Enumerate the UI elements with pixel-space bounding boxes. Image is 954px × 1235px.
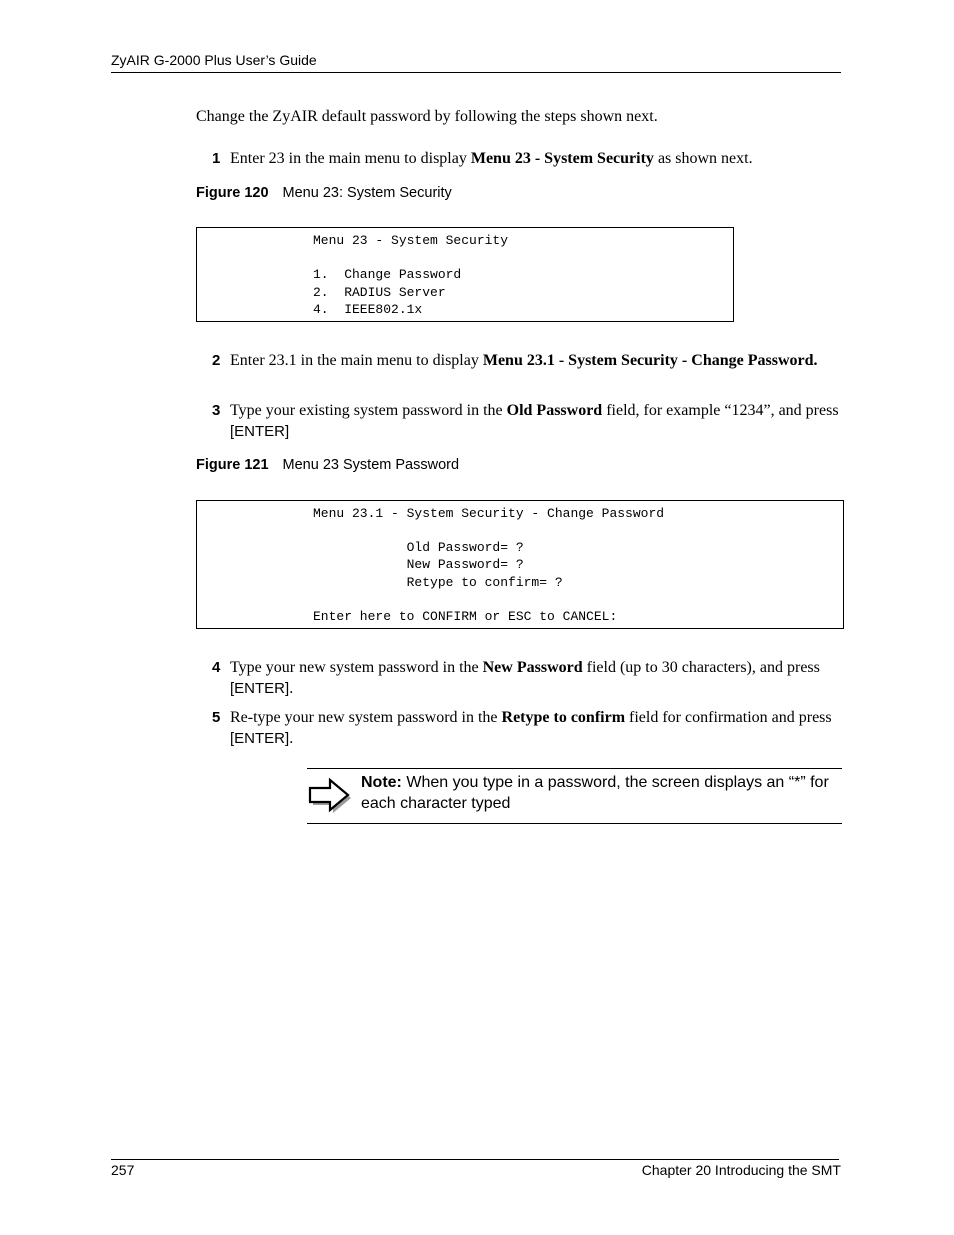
step-text: Re-type your new system password in the Retype to confirm field for confirmation and press [ENTER]. xyxy=(230,709,832,747)
figure-120-screen xyxy=(196,227,734,322)
step-text: Type your new system password in the New Password field (up to 30 characters), and press [ENTER]. xyxy=(230,659,820,697)
figure-title: Menu 23 System Password xyxy=(282,457,460,473)
step-number: 5 xyxy=(212,709,221,726)
figure-label: Figure 121 xyxy=(196,457,269,473)
screen-line: Menu 23 - System Security xyxy=(313,233,509,248)
running-header: ZyAIR G-2000 Plus User’s Guide xyxy=(111,52,317,68)
arrow-right-icon xyxy=(307,777,353,822)
screen-line: New Password= ? xyxy=(313,557,524,572)
note-box xyxy=(307,768,842,824)
intro-paragraph: Change the ZyAIR default password by following the steps shown next. xyxy=(196,108,658,125)
figure-121-caption xyxy=(196,457,459,473)
step-number: 1 xyxy=(212,150,221,167)
step-number: 2 xyxy=(212,352,221,369)
figure-title: Menu 23: System Security xyxy=(282,185,452,201)
figure-120-caption xyxy=(196,185,452,201)
screen-line: Old Password= ? xyxy=(313,540,524,555)
step-4 xyxy=(212,657,842,699)
figure-label: Figure 120 xyxy=(196,185,269,201)
chapter-title: Chapter 20 Introducing the SMT xyxy=(641,1162,841,1178)
step-number: 4 xyxy=(212,659,221,676)
step-1 xyxy=(212,148,842,169)
step-3 xyxy=(212,400,842,442)
step-2 xyxy=(212,350,842,371)
step-5 xyxy=(212,707,842,749)
screen-line: 4. IEEE802.1x xyxy=(313,302,423,317)
step-text: Type your existing system password in the Old Password field, for example “1234”, and press [ENTER] xyxy=(230,402,839,440)
figure-121-screen xyxy=(196,500,844,629)
step-number: 3 xyxy=(212,402,221,419)
screen-line: Enter here to CONFIRM or ESC to CANCEL: xyxy=(313,609,618,624)
screen-line: Menu 23.1 - System Security - Change Password xyxy=(313,506,665,521)
header-rule xyxy=(111,72,841,73)
screen-line: 2. RADIUS Server xyxy=(313,285,446,300)
screen-line: Retype to confirm= ? xyxy=(313,575,563,590)
step-text: Enter 23 in the main menu to display Menu 23 - System Security as shown next. xyxy=(230,150,753,167)
step-text: Enter 23.1 in the main menu to display Menu 23.1 - System Security - Change Password. xyxy=(230,352,818,369)
footer-rule xyxy=(111,1159,839,1160)
note-text: Note: When you type in a password, the screen displays an “*” for each character typed xyxy=(361,774,829,812)
page-number: 257 xyxy=(111,1162,135,1178)
screen-line: 1. Change Password xyxy=(313,267,462,282)
